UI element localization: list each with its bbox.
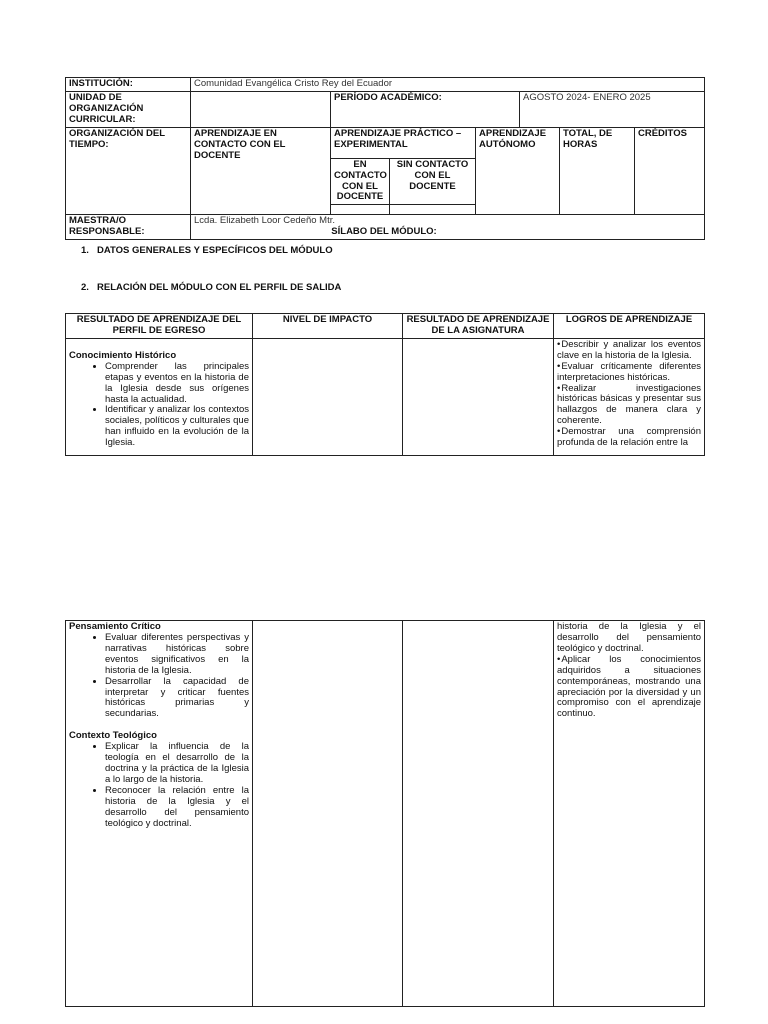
institution-label: INSTITUCIÓN:	[66, 78, 191, 92]
header-impact-level: NIVEL DE IMPACTO	[253, 314, 403, 339]
competency-list	[69, 633, 249, 720]
competency-list	[69, 362, 249, 449]
list-item: • Evaluar críticamente diferentes interpretaciones históricas.	[557, 362, 701, 384]
profile-outcome-cell	[66, 621, 253, 1007]
list-item: • Evaluar diferentes perspectivas y narrativas históricas sobre eventos significativos en la historia de la Iglesia.	[105, 633, 249, 677]
competency-heading: Pensamiento Crítico	[69, 621, 161, 632]
unit-label: UNIDAD DE ORGANIZACIÓN CURRICULAR:	[66, 91, 191, 127]
subject-outcome-cell	[403, 338, 554, 455]
competency-list	[69, 742, 249, 829]
section-heading-2	[81, 283, 341, 294]
list-item: • Identificar y analizar los contextos sociales, políticos y culturales que han influido en la evolución de la Iglesia.	[105, 405, 249, 449]
competency-heading: Conocimiento Histórico	[69, 349, 177, 361]
syllabus-title: SÍLABO DEL MÓDULO:	[331, 226, 437, 237]
section-number: 2.	[81, 282, 89, 293]
list-item: • Aplicar los conocimientos adquiridos a situaciones contemporáneas, mostrando una apreciación por la diversidad y un compromiso con el aprendizaje continuo.	[557, 655, 701, 721]
teacher-label: MAESTRA/O RESPONSABLE:	[66, 215, 191, 240]
header-achievements: LOGROS DE APRENDIZAJE	[554, 314, 705, 339]
period-label: PERÍODO ACADÉMICO:	[331, 91, 520, 127]
achievements-cell	[554, 338, 705, 455]
section-title: DATOS GENERALES Y ESPECÍFICOS DEL MÓDULO	[97, 245, 333, 256]
course-info-table	[65, 77, 705, 240]
list-item: • Describir y analizar los eventos clave en la historia de la Iglesia.	[557, 340, 701, 362]
achievement-list	[557, 340, 701, 449]
in-contact-header: EN CONTACTO CON EL DOCENTE	[331, 158, 390, 205]
section-title: RELACIÓN DEL MÓDULO CON EL PERFIL DE SALIDA	[97, 282, 342, 293]
total-hours-header: TOTAL, DE HORAS	[560, 127, 635, 215]
practical-header: APRENDIZAJE PRÁCTICO – EXPERIMENTAL	[331, 127, 476, 158]
competency-heading: Contexto Teológico	[69, 730, 157, 742]
credits-header: CRÉDITOS	[635, 127, 705, 215]
subject-outcome-cell	[403, 621, 554, 1007]
list-item: • Explicar la influencia de la teología en el desarrollo de la doctrina y la práctica de la Iglesia a lo largo de la historia.	[105, 742, 249, 786]
time-org-label: ORGANIZACIÓN DEL TIEMPO:	[66, 127, 191, 215]
header-subject-outcome: RESULTADO DE APRENDIZAJE DE LA ASIGNATURA	[403, 314, 554, 339]
impact-level-cell	[253, 621, 403, 1007]
profile-outcome-cell	[66, 338, 253, 455]
in-contact-value	[331, 205, 390, 215]
list-item: • Reconocer la relación entre la historia de la Iglesia y el desarrollo del pensamiento teológico y doctrinal.	[105, 786, 249, 830]
list-item: • Realizar investigaciones históricas básicas y presentar sus hallazgos de manera clara y coherente.	[557, 384, 701, 428]
contact-teacher-header: APRENDIZAJE EN CONTACTO CON EL DOCENTE	[191, 127, 331, 215]
section-heading-1	[81, 246, 333, 257]
achievement-continued: historia de la Iglesia y el desarrollo del pensamiento teológico y doctrinal.	[557, 621, 701, 654]
no-contact-header: SIN CONTACTO CON EL DOCENTE	[390, 158, 476, 205]
institution-value: Comunidad Evangélica Cristo Rey del Ecuador	[191, 78, 705, 92]
period-value: AGOSTO 2024- ENERO 2025	[520, 91, 705, 127]
list-item: • Demostrar una comprensión profunda de la relación entre la	[557, 427, 701, 449]
achievement-list	[557, 655, 701, 721]
unit-value	[191, 91, 331, 127]
list-item: • Desarrollar la capacidad de interpretar y criticar fuentes históricas primarias y secundarias.	[105, 677, 249, 721]
autonomous-header: APRENDIZAJE AUTÓNOMO	[476, 127, 560, 215]
list-item: • Comprender las principales etapas y eventos en la historia de la Iglesia desde sus orígenes hasta la actualidad.	[105, 362, 249, 406]
achievements-cell	[554, 621, 705, 1007]
section-number: 1.	[81, 245, 89, 256]
impact-level-cell	[253, 338, 403, 455]
results-table-page-2	[65, 620, 705, 1007]
teacher-value: Lcda. Elizabeth Loor Cedeño Mtr.	[191, 215, 705, 240]
header-profile-outcome: RESULTADO DE APRENDIZAJE DEL PERFIL DE EGRESO	[66, 314, 253, 339]
no-contact-value	[390, 205, 476, 215]
results-table-page-1	[65, 313, 705, 456]
